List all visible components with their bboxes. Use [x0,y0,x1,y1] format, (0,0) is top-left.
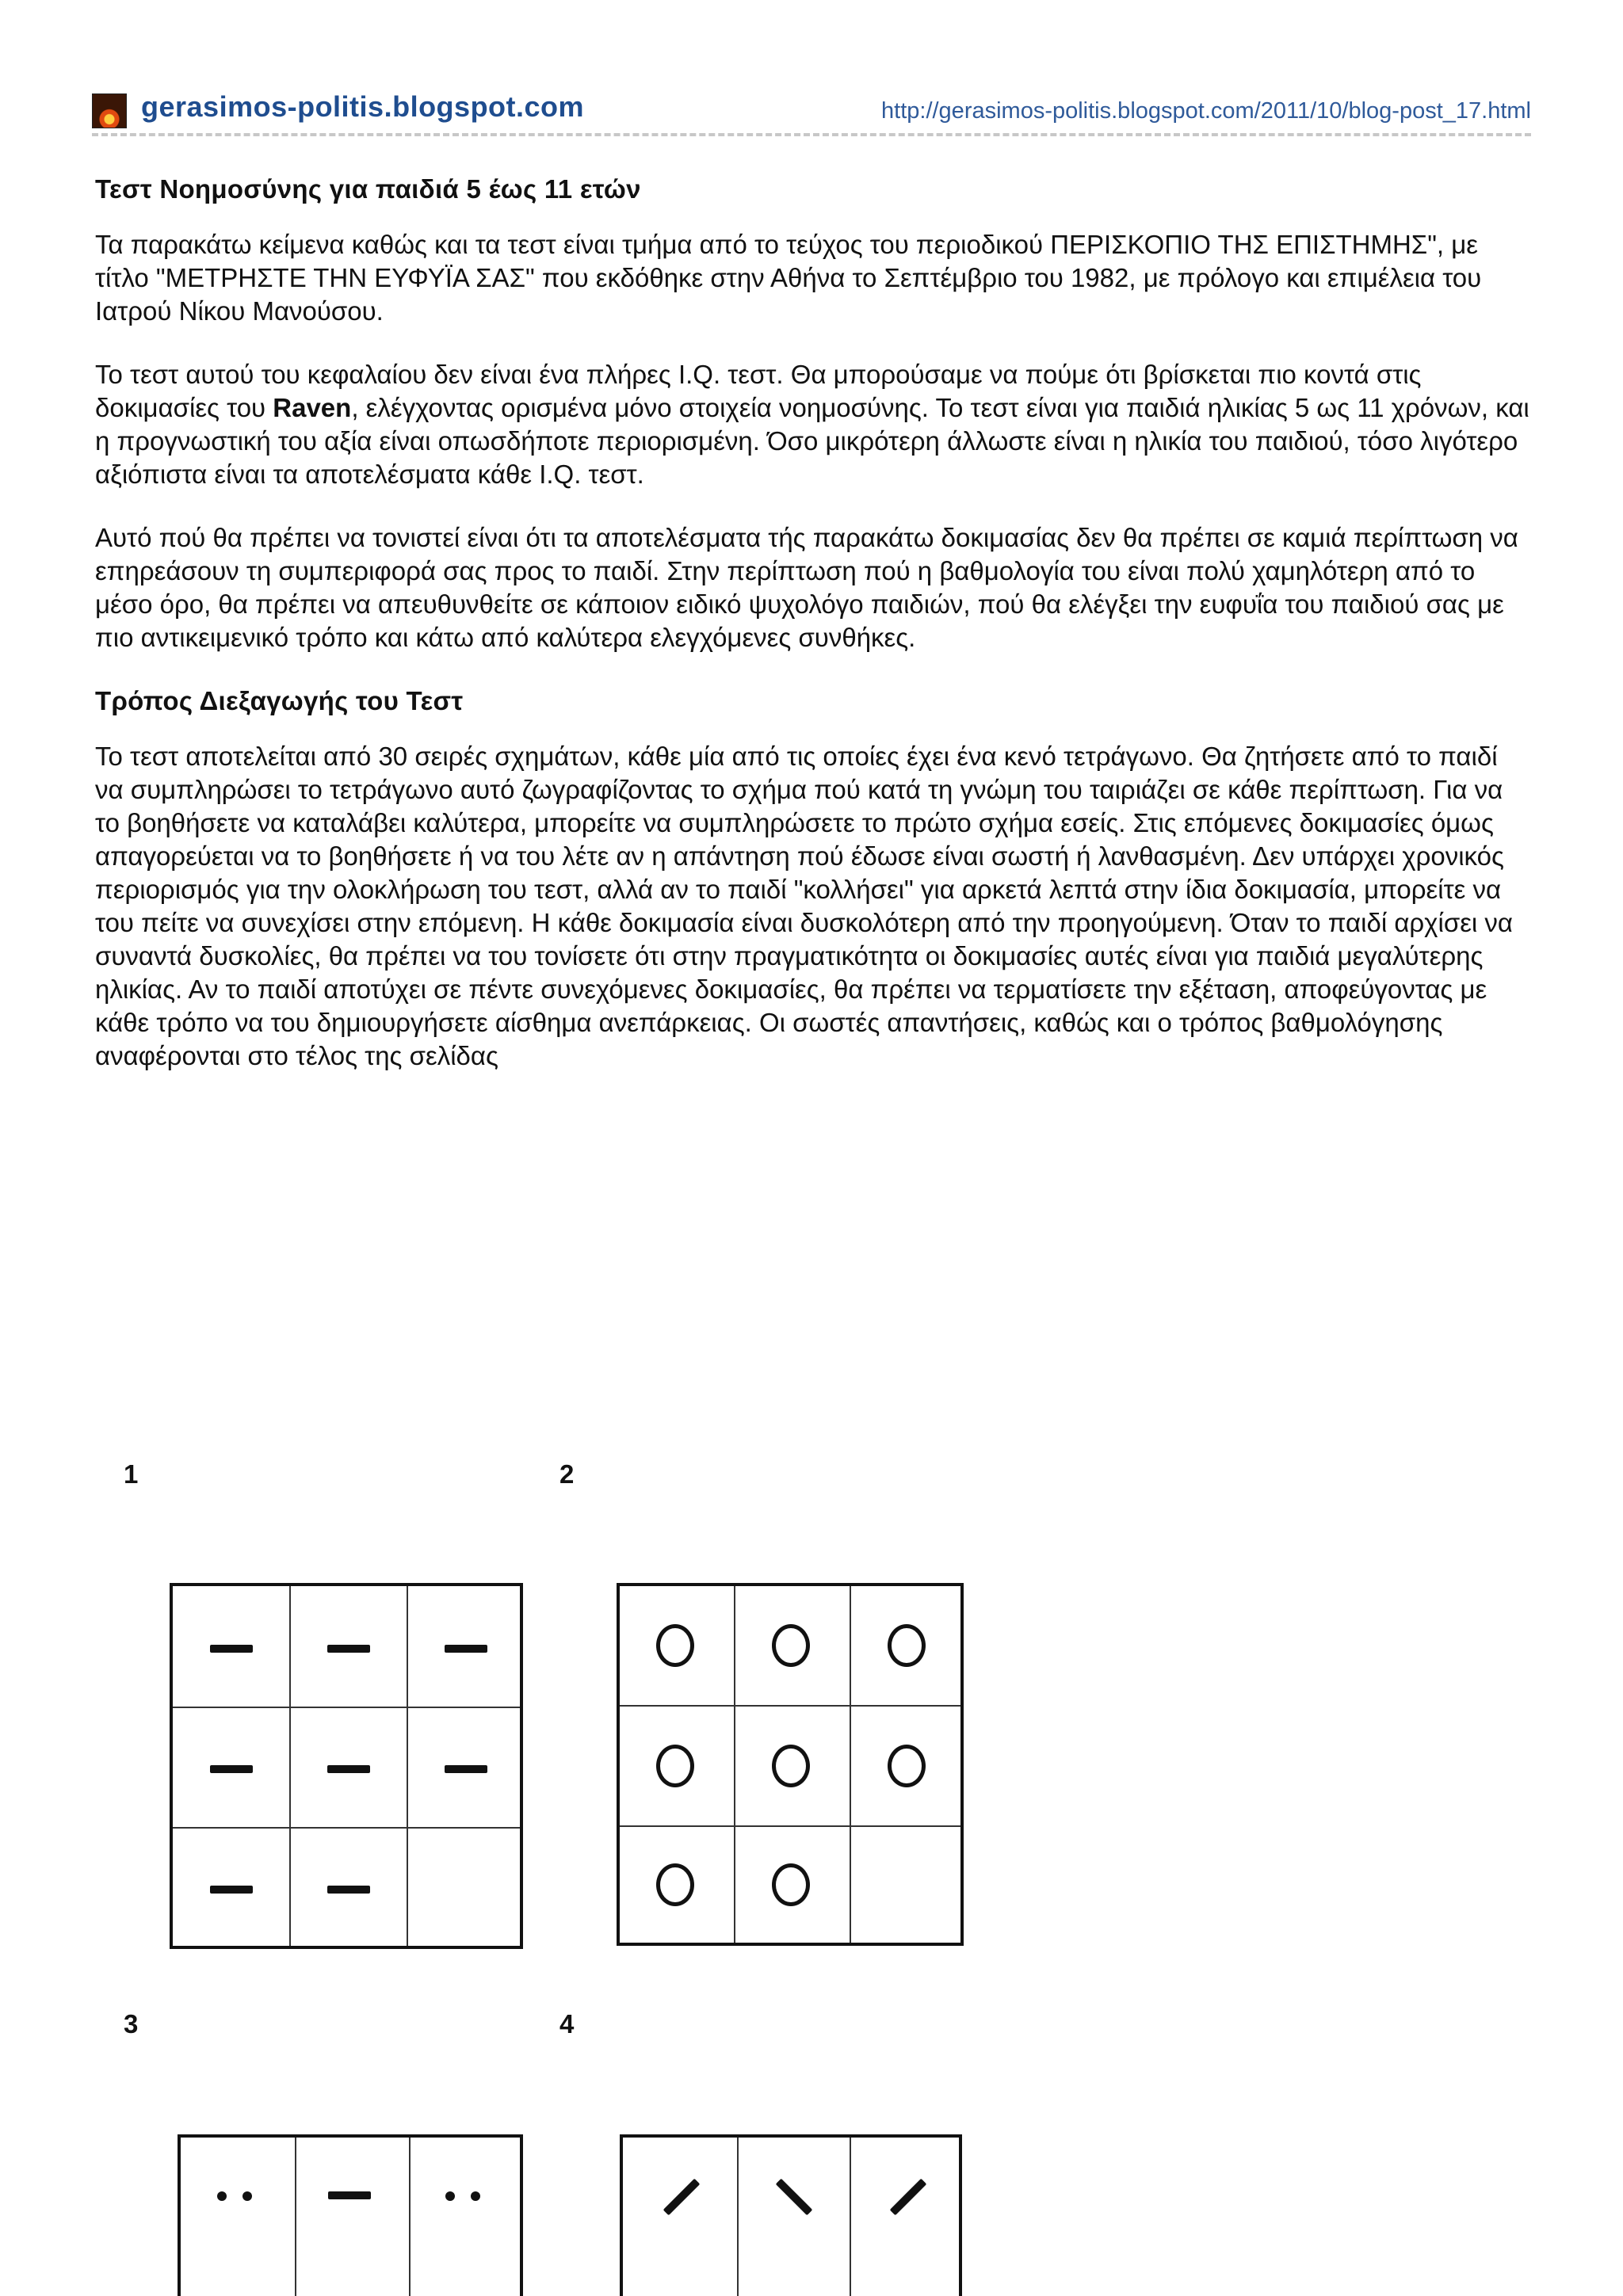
source-url[interactable]: http://gerasimos-politis.blogspot.com/2011/10/blog-post_17.html [881,98,1531,124]
puzzle-grid-2 [617,1583,964,1946]
circle-shape [772,1624,810,1667]
paragraph-warning: Αυτό πού θα πρέπει να τονιστεί είναι ότι τα αποτελέσματα τής παρακάτω δοκιμασίας δεν θα πρέπει σε καμιά περίπτωση να επηρεάσουν τη συμπεριφορά σας προς το παιδί. Στην περίπτωση πού η βαθμολογία του είναι πολύ χαμηλότερη από το μέσο όρο, θα πρέπει να απευθυνθείτε σε κάποιον ειδικό ψυχολόγο παιδιών, πού θα ελέγξει την ευφυΐα του παιδιού σας με πιο αντικειμενικό τρόπο και κάτω από καλύτερα ελεγχόμενες συνθήκες. [95,523,1518,652]
circle-shape [772,1745,810,1787]
paragraph-about-test [95,358,1529,491]
puzzle-number: 1 [124,1459,139,1489]
dash-shape [327,1765,370,1773]
article-body [95,173,1529,1103]
dash-shape [327,1886,370,1894]
dots-shape [217,2191,252,2201]
slash-left-shape [776,2179,813,2216]
site-name[interactable]: gerasimos-politis.blogspot.com [141,90,585,123]
page-header [92,89,1531,136]
circle-shape [888,1745,926,1787]
header-divider [92,133,1531,136]
section-title: Τρόπος Διεξαγωγής του Τεστ [95,686,464,715]
dash-shape [328,2191,371,2199]
dash-shape [445,1645,487,1653]
slash-right-shape [890,2179,927,2216]
paragraph-text: Το τεστ αυτού του κεφαλαίου δεν είναι ένα πλήρες I.Q. τεστ. Θα μπορούσαμε να πούμε ότι βρίσκεται πιο κοντά στις δοκιμασίες του [95,360,1422,422]
raven-term: Raven [273,393,352,422]
dash-shape [210,1886,253,1894]
puzzle-grid-4 [620,2134,962,2296]
dash-shape [445,1765,487,1773]
paragraph-text: , ελέγχοντας ορισμένα μόνο στοιχεία νοημοσύνης. Το τεστ είναι για παιδιά ηλικίας 5 ως 11 χρόνων, και η προγνωστική του αξία είναι οπωσδήποτε περιορισμένη. Όσο μικρότερη άλλωστε είναι η ηλικία του παιδιού, τόσο λιγότερο αξιόπιστα είναι τα αποτελέσματα κάθε I.Q. τεστ. [95,393,1529,489]
circle-shape [656,1745,694,1787]
dash-shape [210,1645,253,1653]
puzzle-number: 4 [559,2009,575,2039]
paragraph-procedure: Το τεστ αποτελείται από 30 σειρές σχημάτων, κάθε μία από τις οποίες έχει ένα κενό τετράγωνο. Θα ζητήσετε από το παιδί να συμπληρώσει το τετράγωνο αυτό ζωγραφίζοντας το σχήμα πού κατά τη γνώμη του ταιριάζει σε κάθε περίπτωση. Για να το βοηθήσετε να καταλάβει καλύτερα, μπορείτε να συμπληρώσετε το πρώτο σχήμα εσείς. Στις επόμενες δοκιμασίες όμως απαγορεύεται να το βοηθήσετε ή να του λέτε αν η απάντηση πού έδωσε είναι σωστή ή λανθασμένη. Δεν υπάρχει χρονικός περιορισμός για την ολοκλήρωση του τεστ, αλλά αν το παιδί "κολλήσει" για αρκετά λεπτά στην ίδια δοκιμασία, μπορείτε να του πείτε να συνεχίσει στην επόμενη. Η κάθε δοκιμασία είναι δυσκολότερη από την προηγούμενη. Όταν το παιδί αρχίσει να συναντά δυσκολίες, θα πρέπει να του τονίσετε ότι στην πραγματικότητα οι δοκιμασίες αυτές είναι για παιδιά μεγαλύτερης ηλικίας. Αν το παιδί αποτύχει σε πέντε συνεχόμενες δοκιμασίες, θα πρέπει να τερματίσετε την εξέταση, αποφεύγοντας με κάθε τρόπο να του δημιουργήσετε αίσθημα ανεπάρκειας. Οι σωστές απαντήσεις, καθώς και ο τρόπος βαθμολόγησης αναφέρονται στο τέλος της σελίδας [95,742,1513,1070]
article-title: Τεστ Νοημοσύνης για παιδιά 5 έως 11 ετών [95,174,641,204]
dash-shape [327,1645,370,1653]
site-logo-icon [92,93,127,128]
circle-shape [772,1863,810,1906]
dash-shape [210,1765,253,1773]
slash-right-shape [663,2179,701,2216]
dots-shape [445,2191,480,2201]
puzzle-grid-3 [178,2134,523,2296]
circle-shape [656,1624,694,1667]
circle-shape [888,1624,926,1667]
paragraph-intro: Τα παρακάτω κείμενα καθώς και τα τεστ είναι τμήμα από το τεύχος του περιοδικού ΠΕΡΙΣΚΟΠΙΟ ΤΗΣ ΕΠΙΣΤΗΜΗΣ", με τίτλο "ΜΕΤΡΗΣΤΕ ΤΗΝ ΕΥΦΥΪΑ ΣΑΣ" που εκδόθηκε στην Αθήνα το Σεπτέμβριο του 1982, με πρόλογο και επιμέλεια του Ιατρού Νίκου Μανούσου. [95,230,1482,326]
puzzle-grid-1 [170,1583,523,1949]
circle-shape [656,1863,694,1906]
puzzle-number: 2 [559,1459,575,1489]
puzzle-number: 3 [124,2009,139,2039]
